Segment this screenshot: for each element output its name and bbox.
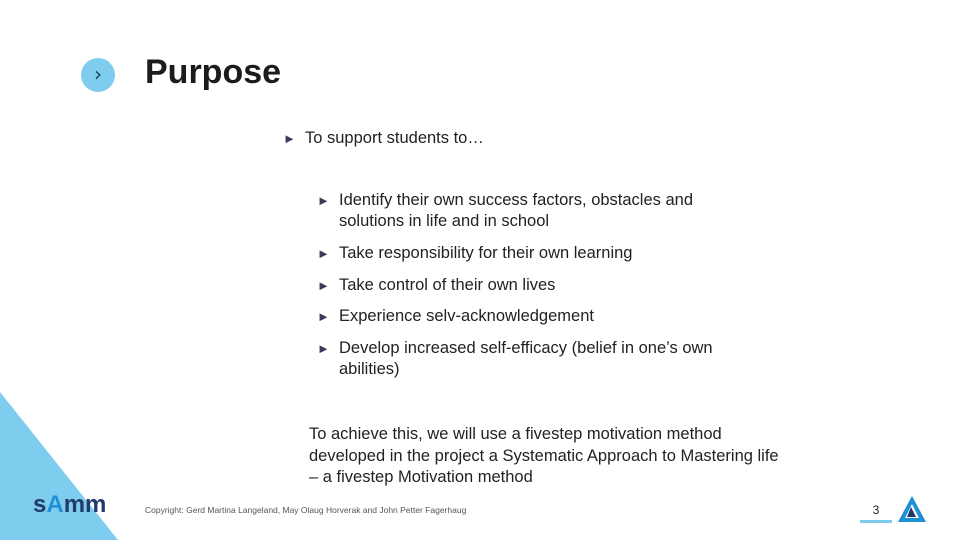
copyright-text: Copyright: Gerd Martina Langeland, May Olaug Horverak and John Petter Fagerhaug bbox=[145, 505, 467, 515]
intro-bullet-text: To support students to… bbox=[305, 129, 484, 147]
chevron-right-icon: › bbox=[81, 58, 115, 92]
intro-bullet bbox=[283, 128, 683, 149]
sub-bullet-text: Identify their own success factors, obstacles and solutions in life and in school bbox=[339, 191, 694, 230]
page-number: 3 bbox=[872, 503, 880, 517]
triangle-right-icon: ► bbox=[317, 341, 330, 356]
closing-paragraph: To achieve this, we will use a fivestep motivation method developed in the project a Systematic Approach to Mastering life – a fivestep Motivation method bbox=[309, 425, 779, 486]
slide-title: Purpose bbox=[145, 53, 282, 91]
sub-bullet-text: Experience selv-acknowledgement bbox=[339, 307, 594, 325]
page-number-underline bbox=[860, 520, 892, 523]
sub-bullet bbox=[317, 190, 747, 232]
sub-bullet-text: Take control of their own lives bbox=[339, 276, 556, 294]
sub-bullet bbox=[317, 275, 747, 296]
sub-bullet-text: Develop increased self-efficacy (belief in one’s own abilities) bbox=[339, 339, 713, 378]
triangle-right-icon: ► bbox=[317, 309, 330, 324]
logo-letter-s: s bbox=[33, 491, 47, 518]
sub-bullet-text: Take responsibility for their own learning bbox=[339, 244, 633, 262]
sub-bullet bbox=[317, 306, 747, 327]
samm-logo bbox=[33, 491, 106, 519]
brand-triangle-icon bbox=[897, 495, 927, 523]
sub-bullet bbox=[317, 243, 747, 264]
triangle-right-icon: ► bbox=[317, 193, 330, 208]
logo-letter-a: A bbox=[46, 491, 64, 518]
sub-bullet bbox=[317, 338, 747, 380]
triangle-right-icon: ► bbox=[317, 278, 330, 293]
triangle-right-icon: ► bbox=[283, 131, 296, 146]
triangle-right-icon: ► bbox=[317, 246, 330, 261]
logo-letters-mm: mm bbox=[63, 491, 107, 518]
